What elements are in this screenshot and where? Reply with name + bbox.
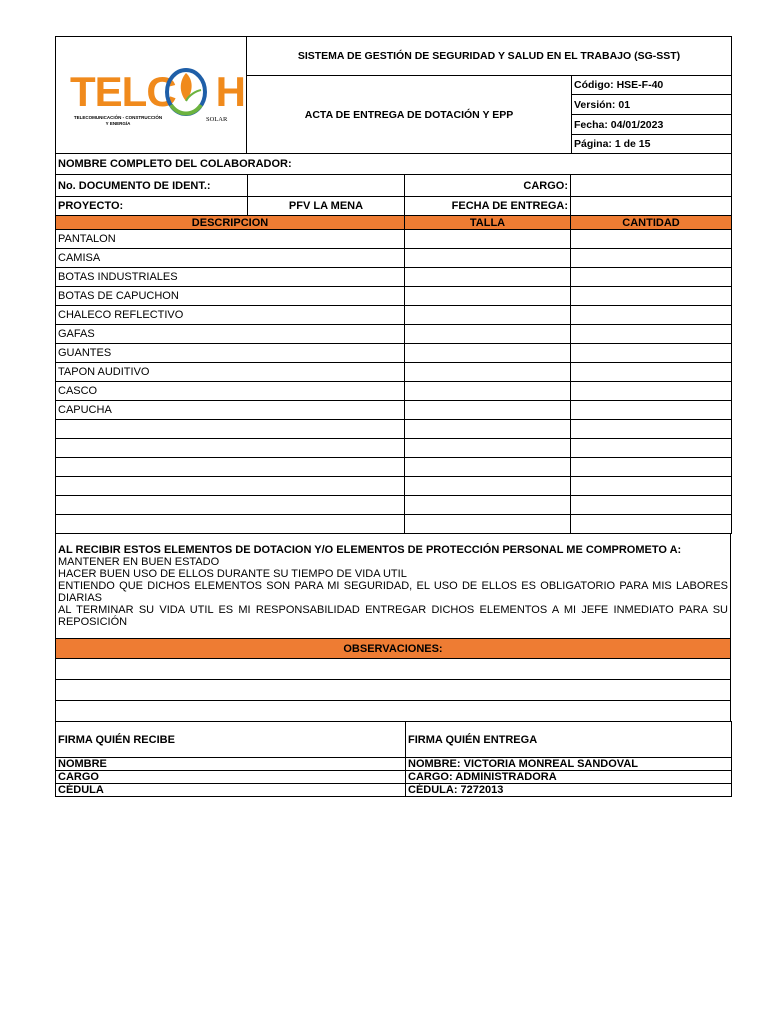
observaciones-line[interactable] [56, 659, 731, 680]
item-cantidad-field[interactable] [571, 230, 732, 249]
item-description: CASCO [56, 382, 405, 401]
item-talla-field[interactable] [405, 325, 571, 344]
form-sheet [55, 36, 731, 797]
item-talla-field[interactable] [405, 401, 571, 420]
item-talla-field[interactable] [405, 363, 571, 382]
commitment-line: MANTENER EN BUEN ESTADO [58, 556, 220, 568]
commitment-line: ENTIENDO QUE DICHOS ELEMENTOS SON PARA MI SEGURIDAD, EL USO DE ELLOS ES OBLIGATORIO PARA MIS LABORES DIARIAS [58, 580, 728, 604]
commitment-line: AL TERMINAR SU VIDA UTIL ES MI RESPONSABILIDAD ENTREGAR DICHOS ELEMENTOS A MI JEFE INMEDIATO PARA SU REPOSICIÓN [58, 604, 728, 628]
documento-field[interactable] [248, 175, 405, 197]
entrega-nombre: NOMBRE: VICTORIA MONREAL SANDOVAL [406, 758, 732, 771]
fields-table [55, 153, 732, 534]
logo-cell [56, 37, 247, 154]
item-cantidad-field[interactable] [571, 401, 732, 420]
item-talla-field[interactable] [405, 458, 571, 477]
table-row [56, 249, 732, 268]
item-description: CAPUCHA [56, 401, 405, 420]
entrega-cedula: CÉDULA: 7272013 [406, 784, 732, 797]
item-cantidad-field[interactable] [571, 439, 732, 458]
observaciones-line[interactable] [56, 701, 731, 722]
col-descripcion: DESCRIPCION [56, 216, 405, 230]
commitment-heading: AL RECIBIR ESTOS ELEMENTOS DE DOTACION Y/O ELEMENTOS DE PROTECCIÓN PERSONAL ME COMPROMETO A: [58, 544, 682, 556]
item-description [56, 515, 405, 534]
recibe-cargo: CARGO [56, 771, 406, 784]
item-cantidad-field[interactable] [571, 420, 732, 439]
table-row [56, 477, 732, 496]
item-talla-field[interactable] [405, 515, 571, 534]
item-talla-field[interactable] [405, 496, 571, 515]
proyecto-label: PROYECTO: [56, 197, 248, 216]
logo-wordmark: TELC H [70, 68, 245, 115]
item-description [56, 477, 405, 496]
item-talla-field[interactable] [405, 306, 571, 325]
doc-date: Fecha: 04/01/2023 [572, 115, 732, 135]
item-talla-field[interactable] [405, 439, 571, 458]
item-cantidad-field[interactable] [571, 477, 732, 496]
observaciones-header: OBSERVACIONES: [56, 639, 731, 659]
item-cantidad-field[interactable] [571, 287, 732, 306]
logo-solar: SOLAR [206, 116, 228, 123]
item-description: BOTAS INDUSTRIALES [56, 268, 405, 287]
item-talla-field[interactable] [405, 477, 571, 496]
nombre-colaborador-label: NOMBRE COMPLETO DEL COLABORADOR: [56, 154, 732, 175]
firma-recibe-label[interactable]: FIRMA QUIÉN RECIBE [56, 722, 406, 758]
commitment-table [55, 533, 731, 722]
item-description: PANTALON [56, 230, 405, 249]
item-cantidad-field[interactable] [571, 249, 732, 268]
item-description [56, 496, 405, 515]
item-description [56, 439, 405, 458]
table-row [56, 439, 732, 458]
commitment-line: HACER BUEN USO DE ELLOS DURANTE SU TIEMPO DE VIDA UTIL [58, 568, 407, 580]
doc-code: Código: HSE-F-40 [572, 76, 732, 95]
logo-subtitle: TELECOMUNICACIÓN - CONSTRUCCIÓN Y ENERGÍA [73, 115, 163, 126]
table-row [56, 496, 732, 515]
signature-table [55, 721, 732, 797]
observaciones-line[interactable] [56, 680, 731, 701]
company-logo [56, 37, 246, 153]
col-cantidad: CANTIDAD [571, 216, 732, 230]
table-row [56, 325, 732, 344]
item-cantidad-field[interactable] [571, 325, 732, 344]
item-talla-field[interactable] [405, 230, 571, 249]
recibe-nombre: NOMBRE [56, 758, 406, 771]
documento-label: No. DOCUMENTO DE IDENT.: [56, 175, 248, 197]
item-talla-field[interactable] [405, 268, 571, 287]
entrega-cargo: CARGO: ADMINISTRADORA [406, 771, 732, 784]
cargo-label: CARGO: [405, 175, 571, 197]
item-cantidad-field[interactable] [571, 515, 732, 534]
item-description: TAPON AUDITIVO [56, 363, 405, 382]
item-cantidad-field[interactable] [571, 344, 732, 363]
item-description [56, 458, 405, 477]
item-cantidad-field[interactable] [571, 268, 732, 287]
recibe-cedula: CÉDULA [56, 784, 406, 797]
table-row [56, 287, 732, 306]
item-description: GUANTES [56, 344, 405, 363]
proyecto-value: PFV LA MENA [248, 197, 405, 216]
item-talla-field[interactable] [405, 249, 571, 268]
item-description: BOTAS DE CAPUCHON [56, 287, 405, 306]
table-row [56, 363, 732, 382]
sun-leaf-icon [163, 65, 209, 117]
fecha-entrega-label: FECHA DE ENTREGA: [405, 197, 571, 216]
item-cantidad-field[interactable] [571, 458, 732, 477]
item-talla-field[interactable] [405, 382, 571, 401]
table-row [56, 268, 732, 287]
item-talla-field[interactable] [405, 287, 571, 306]
commitment-text [56, 534, 731, 639]
table-row [56, 344, 732, 363]
fecha-entrega-field[interactable] [571, 197, 732, 216]
item-description: CAMISA [56, 249, 405, 268]
item-description [56, 420, 405, 439]
firma-entrega-label[interactable]: FIRMA QUIÉN ENTREGA [406, 722, 732, 758]
items-body [56, 230, 732, 534]
cargo-field[interactable] [571, 175, 732, 197]
item-cantidad-field[interactable] [571, 306, 732, 325]
item-cantidad-field[interactable] [571, 382, 732, 401]
item-talla-field[interactable] [405, 344, 571, 363]
table-row [56, 306, 732, 325]
col-talla: TALLA [405, 216, 571, 230]
item-cantidad-field[interactable] [571, 363, 732, 382]
table-row [56, 382, 732, 401]
header-table [55, 36, 732, 154]
doc-version: Versión: 01 [572, 95, 732, 115]
item-description: GAFAS [56, 325, 405, 344]
item-description: CHALECO REFLECTIVO [56, 306, 405, 325]
table-row [56, 230, 732, 249]
system-title: SISTEMA DE GESTIÓN DE SEGURIDAD Y SALUD EN EL TRABAJO (SG-SST) [247, 37, 732, 76]
item-talla-field[interactable] [405, 420, 571, 439]
table-row [56, 458, 732, 477]
doc-page: Página: 1 de 15 [572, 135, 732, 154]
table-row [56, 401, 732, 420]
table-row [56, 420, 732, 439]
item-cantidad-field[interactable] [571, 496, 732, 515]
items-header-row [56, 216, 732, 230]
document-title: ACTA DE ENTREGA DE DOTACIÓN Y EPP [247, 76, 572, 154]
table-row [56, 515, 732, 534]
